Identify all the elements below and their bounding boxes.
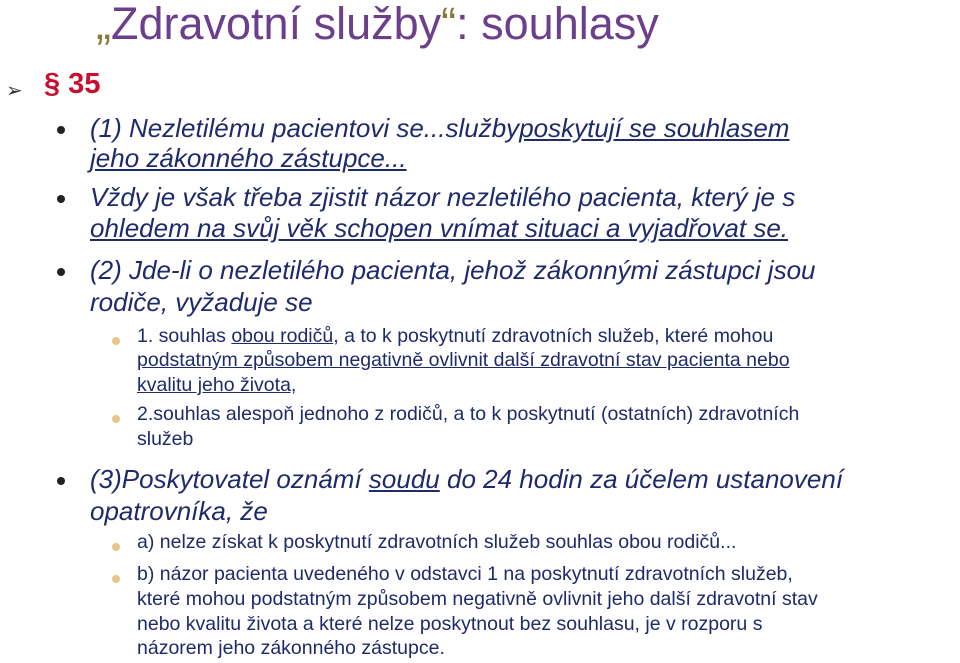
sub-b-2-line2: které mohou podstatným způsobem negativně ovlivnit jeho další zdravotní stav [137, 588, 818, 610]
item-1-line1: (1) Nezletilému pacientovi se...službyposkytují se souhlasem [90, 113, 790, 143]
item-1-link: poskytují se souhlasem [519, 113, 790, 143]
item-1-line2: jeho zákonného zástupce... [90, 143, 407, 173]
item-2-line1: Vždy je však třeba zjistit názor nezletilého pacienta, který je s [90, 182, 796, 212]
bullet-icon [57, 268, 65, 276]
title-main: Zdravotní služby [111, 0, 442, 49]
section-heading: § 35 [44, 68, 101, 100]
title-rest: : souhlasy [456, 0, 659, 49]
sub-b-2-line4: názorem jeho zákonného zástupce. [137, 637, 445, 659]
sub-b-1-line1: a) nelze získat k poskytnutí zdravotních služeb souhlas obou rodičů... [137, 531, 737, 553]
sub-bullet-icon [112, 337, 120, 345]
sub-a-1-line1: 1. souhlas obou rodičů, a to k poskytnutí zdravotních služeb, které mohou [137, 325, 774, 347]
bullet-icon [57, 477, 65, 485]
sub-bullet-icon [112, 415, 120, 423]
item-3-line2: rodiče, vyžaduje se [90, 287, 313, 317]
slide-title [96, 0, 659, 50]
sub-bullet-icon [112, 543, 120, 551]
bullet-icon [57, 126, 65, 134]
sub-b-2-line3: nebo kvalitu života a které nelze poskytnout bez souhlasu, je v rozporu s [137, 613, 763, 635]
sub-a-1-line3: kvalitu jeho života, [137, 374, 297, 396]
title-open-quote: „ [96, 0, 111, 49]
item-4-line1: (3)Poskytovatel oznámí soudu do 24 hodin za účelem ustanovení [90, 464, 844, 494]
item-3-line1: (2) Jde-li o nezletilého pacienta, jehož zákonnými zástupci jsou [90, 255, 816, 285]
sub-a-2-line2: služeb [137, 428, 194, 450]
item-4-link: soudu [368, 464, 440, 494]
sub-a-1-line2: podstatným způsobem negativně ovlivnit další zdravotní stav pacienta nebo [137, 349, 790, 371]
sub-a-2-line1: 2.souhlas alespoň jednoho z rodičů, a to k poskytnutí (ostatních) zdravotních [137, 403, 800, 425]
item-4-line2: opatrovníka, že [90, 496, 268, 526]
sub-b-2-line1: b) názor pacienta uvedeného v odstavci 1 na poskytnutí zdravotních služeb, [137, 563, 793, 585]
item-2-line2: ohledem na svůj věk schopen vnímat situaci a vyjadřovat se. [90, 213, 789, 243]
title-close-quote: “ [441, 0, 457, 49]
sub-bullet-icon [112, 575, 120, 583]
sub-a-1-link: obou rodičů [231, 325, 334, 347]
bullet-icon [57, 195, 65, 203]
arrow-bullet-icon: ➢ [6, 80, 23, 102]
